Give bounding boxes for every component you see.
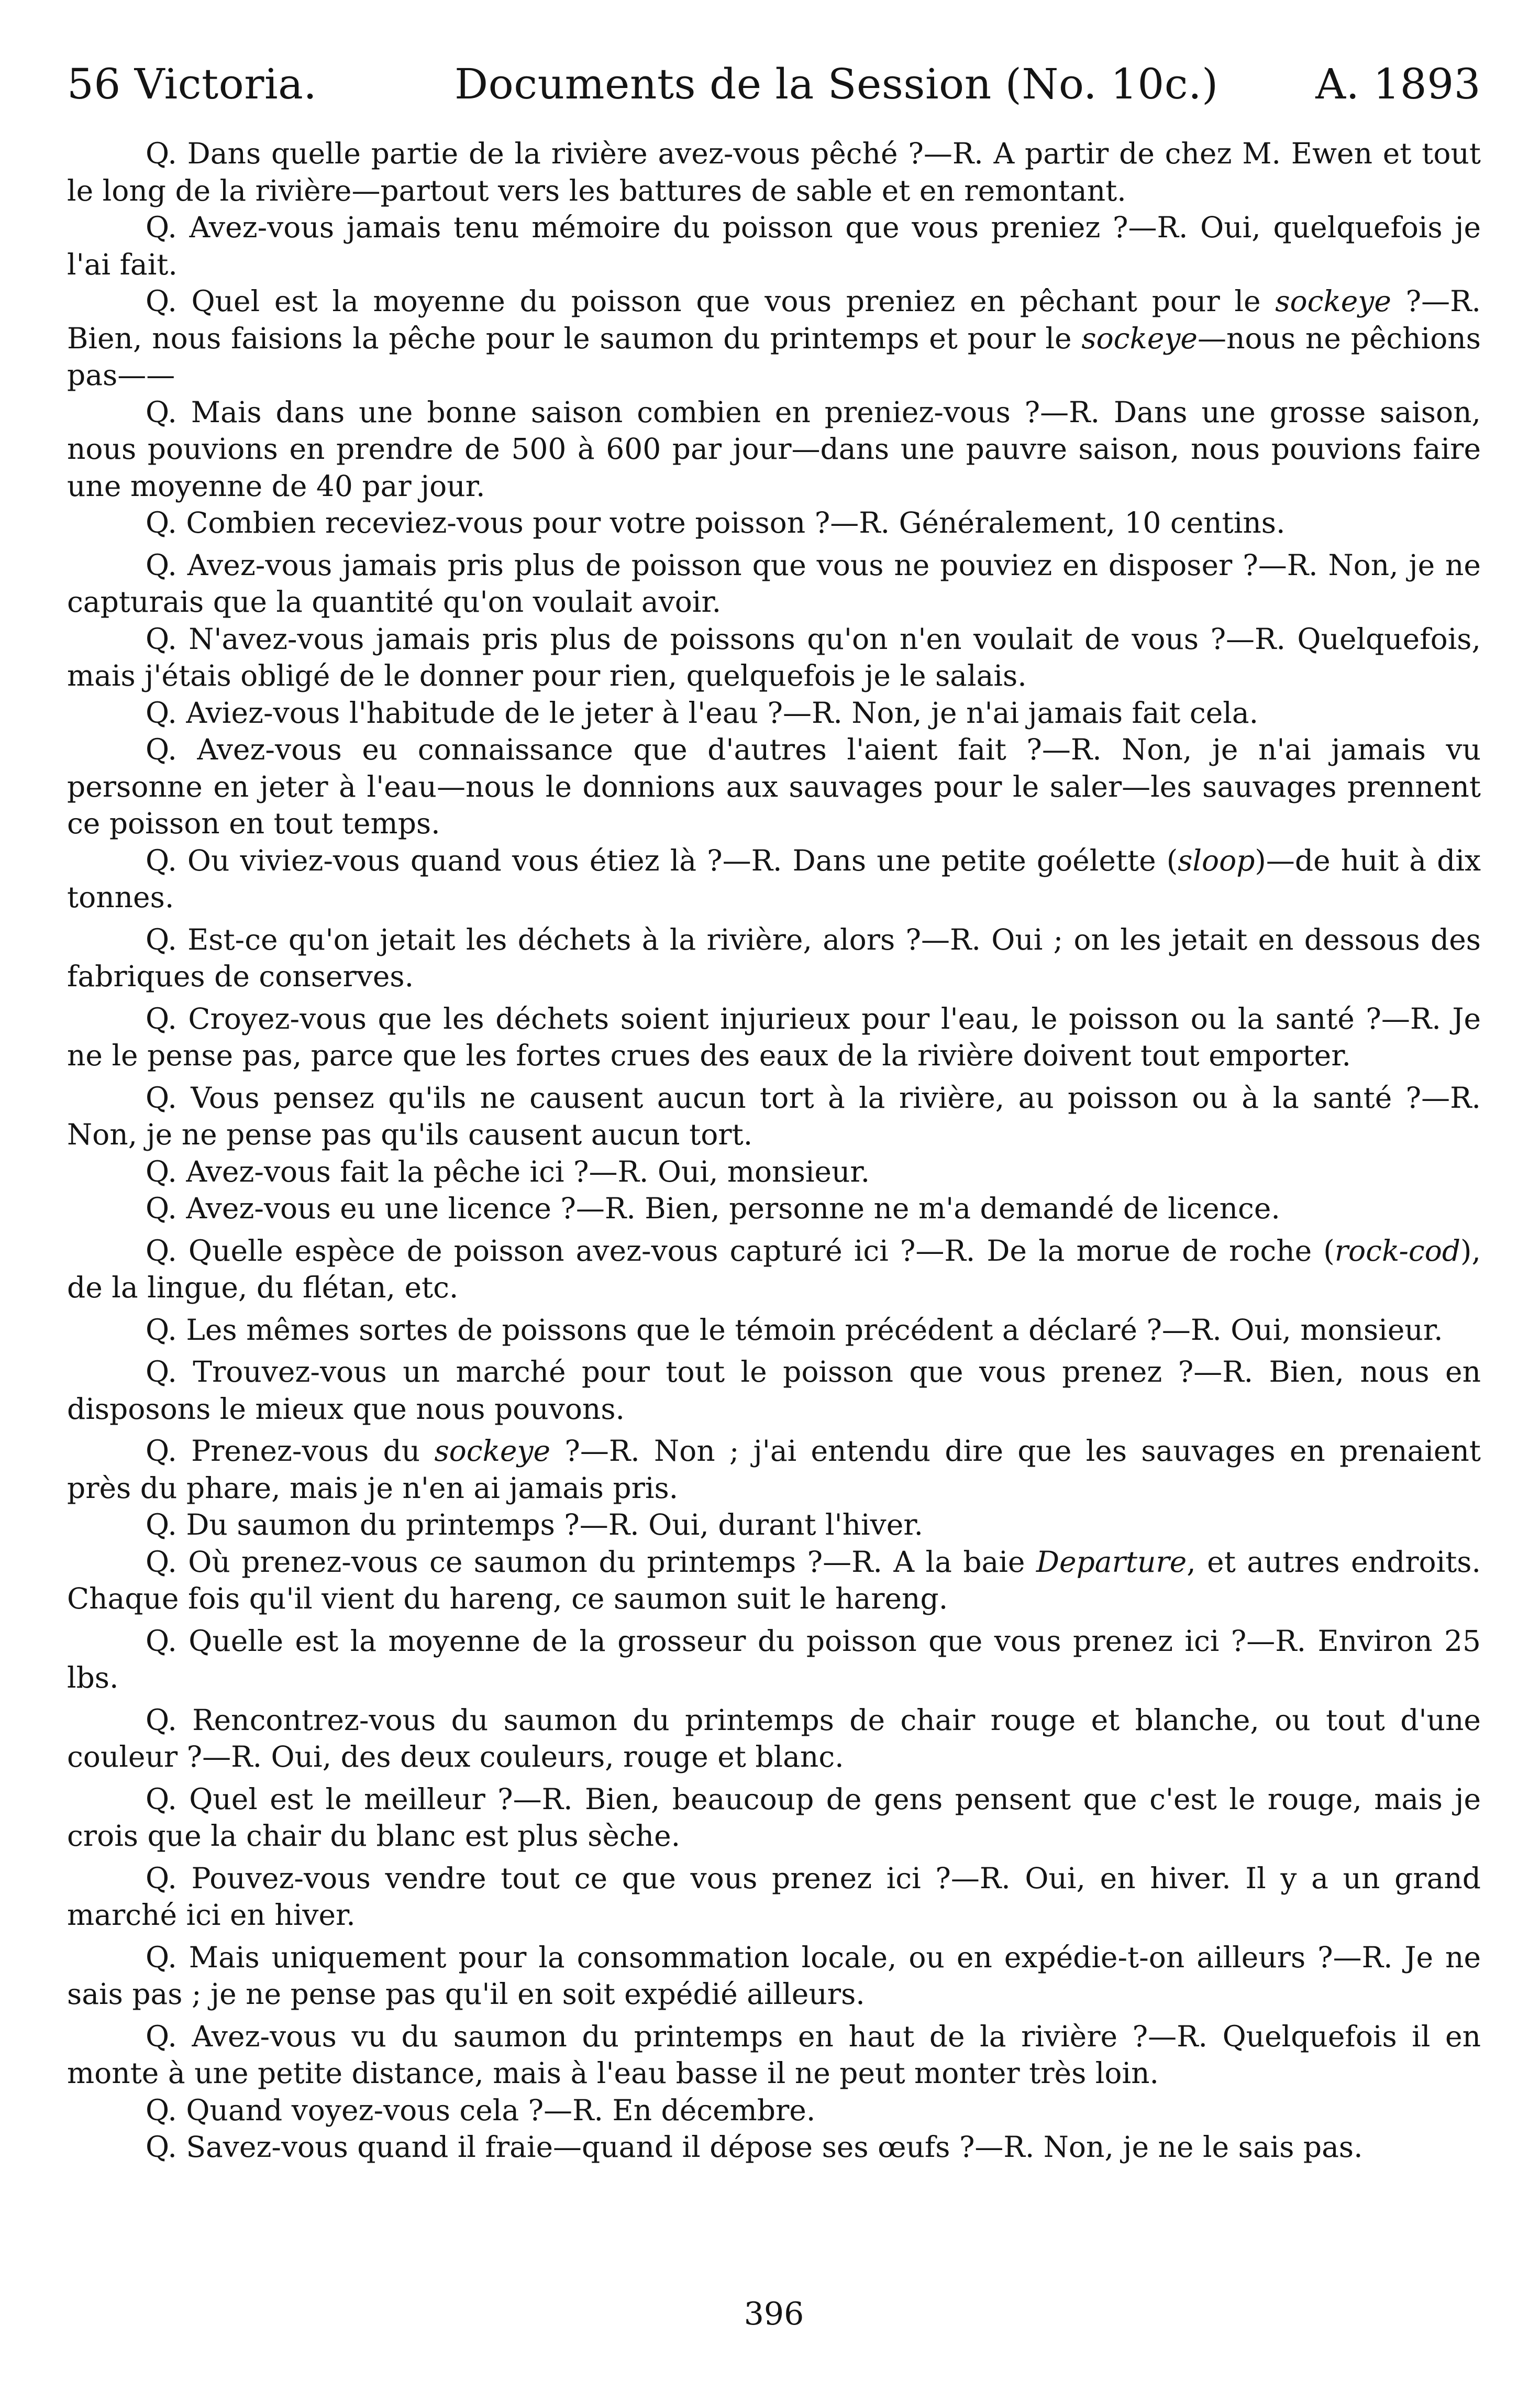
italic-term: sloop [1178, 843, 1255, 877]
qa-paragraph: Q. Avez-vous eu une licence ?—R. Bien, personne ne m'a demandé de licence. [146, 1192, 1280, 1225]
header-title: Documents de la Session (No. 10c.) [455, 60, 1218, 108]
italic-term: sockeye [1081, 321, 1198, 355]
qa-paragraph: Q. Rencontrez-vous du saumon du printemps de chair rouge et blanche, ou tout d'une couleur ?—R. Oui, des deux couleurs, rouge et blanc. [67, 1703, 1481, 1773]
qa-paragraph: Q. Dans quelle partie de la rivière avez-vous pêché ?—R. A partir de chez M. Ewen et tout le long de la rivière—partout vers les battures de sable et en remontant. [67, 137, 1481, 207]
qa-paragraph: Q. Prenez-vous du sockeye ?—R. Non ; j'ai entendu dire que les sauvages en prenaient près du phare, mais je n'en ai jamais pris. [67, 1434, 1481, 1505]
qa-paragraph: Q. Croyez-vous que les déchets soient injurieux pour l'eau, le poisson ou la santé ?—R. Je ne le pense pas, parce que les fortes crues des eaux de la rivière doivent tout emporter. [67, 1001, 1481, 1072]
qa-paragraph: Q. Avez-vous eu connaissance que d'autres l'aient fait ?—R. Non, je n'ai jamais vu personne en jeter à l'eau—nous le donnions aux sauvages pour le saler—les sauvages prennent ce poisson en tout temps. [67, 733, 1481, 840]
italic-term: sockeye [1275, 284, 1391, 318]
qa-paragraph: Q. Combien receviez-vous pour votre poisson ?—R. Généralement, 10 centins. [146, 506, 1286, 539]
qa-paragraph: Q. Quelle est la moyenne de la grosseur du poisson que vous prenez ici ?—R. Environ 25 lbs. [67, 1624, 1481, 1694]
qa-paragraph: Q. N'avez-vous jamais pris plus de poissons qu'on n'en voulait de vous ?—R. Quelquefois, mais j'étais obligé de le donner pour rien, quelquefois je le salais. [67, 622, 1481, 692]
qa-paragraph: Q. Où prenez-vous ce saumon du printemps ?—R. A la baie Departure, et autres endroits. Chaque fois qu'il vient du hareng, ce saumon suit le hareng. [67, 1545, 1481, 1615]
qa-paragraph: Q. Quand voyez-vous cela ?—R. En décembre. [146, 2093, 816, 2127]
italic-term: rock-cod [1334, 1233, 1461, 1268]
qa-paragraph: Q. Avez-vous vu du saumon du printemps en haut de la rivière ?—R. Quelquefois il en monte à une petite distance, mais à l'eau basse il ne peut monter très loin. [67, 2019, 1481, 2090]
qa-paragraph: Q. Est-ce qu'on jetait les déchets à la rivière, alors ?—R. Oui ; on les jetait en dessous des fabriques de conserves. [67, 922, 1481, 993]
qa-paragraph: Q. Mais uniquement pour la consommation locale, ou en expédie-t-on ailleurs ?—R. Je ne sais pas ; je ne pense pas qu'il en soit expédié ailleurs. [67, 1940, 1481, 2011]
qa-paragraph: Q. Avez-vous jamais pris plus de poisson que vous ne pouviez en disposer ?—R. Non, je ne capturais que la quantité qu'on voulait avoir. [67, 548, 1481, 619]
document-page [67, 46, 1481, 2372]
qa-paragraph: Q. Avez-vous fait la pêche ici ?—R. Oui, monsieur. [146, 1154, 870, 1188]
italic-term: sockeye [434, 1434, 551, 1468]
qa-paragraph: Q. Aviez-vous l'habitude de le jeter à l'eau ?—R. Non, je n'ai jamais fait cela. [146, 696, 1259, 730]
qa-paragraph: Q. Les mêmes sortes de poissons que le témoin précédent a déclaré ?—R. Oui, monsieur. [146, 1313, 1443, 1347]
qa-paragraph: Q. Mais dans une bonne saison combien en preniez-vous ?—R. Dans une grosse saison, nous pouvions en prendre de 500 à 600 par jour—dans une pauvre saison, nous pouvions faire une moyenne de 40 par jour. [67, 395, 1481, 503]
qa-paragraph: Q. Ou viviez-vous quand vous étiez là ?—R. Dans une petite goélette (sloop)—de huit à dix tonnes. [67, 843, 1481, 914]
header-volume: 56 Victoria. [67, 60, 317, 108]
italic-term: Departure [1036, 1545, 1187, 1579]
qa-paragraph: Q. Quel est la moyenne du poisson que vous preniez en pêchant pour le sockeye ?—R. Bien, nous faisions la pêche pour le saumon du printemps et pour le sockeye—nous ne pêchions pas—— [67, 284, 1481, 392]
testimony-text [67, 135, 1481, 2166]
qa-paragraph: Q. Quel est le meilleur ?—R. Bien, beaucoup de gens pensent que c'est le rouge, mais je crois que la chair du blanc est plus sèche. [67, 1782, 1481, 1853]
qa-paragraph: Q. Pouvez-vous vendre tout ce que vous prenez ici ?—R. Oui, en hiver. Il y a un grand marché ici en hiver. [67, 1861, 1481, 1932]
running-header [67, 46, 1481, 125]
qa-paragraph: Q. Vous pensez qu'ils ne causent aucun tort à la rivière, au poisson ou à la santé ?—R. Non, je ne pense pas qu'ils causent aucun tort. [67, 1081, 1481, 1151]
qa-paragraph: Q. Du saumon du printemps ?—R. Oui, durant l'hiver. [146, 1508, 923, 1541]
qa-paragraph: Q. Savez-vous quand il fraie—quand il dépose ses œufs ?—R. Non, je ne le sais pas. [146, 2130, 1363, 2164]
header-year: A. 1893 [1315, 60, 1481, 108]
qa-paragraph: Q. Quelle espèce de poisson avez-vous capturé ici ?—R. De la morue de roche (rock-cod), de la lingue, du flétan, etc. [67, 1233, 1481, 1304]
page-number: 396 [744, 2296, 804, 2332]
qa-paragraph: Q. Trouvez-vous un marché pour tout le poisson que vous prenez ?—R. Bien, nous en disposons le mieux que nous pouvons. [67, 1355, 1481, 1426]
qa-paragraph: Q. Avez-vous jamais tenu mémoire du poisson que vous preniez ?—R. Oui, quelquefois je l'ai fait. [67, 211, 1481, 281]
